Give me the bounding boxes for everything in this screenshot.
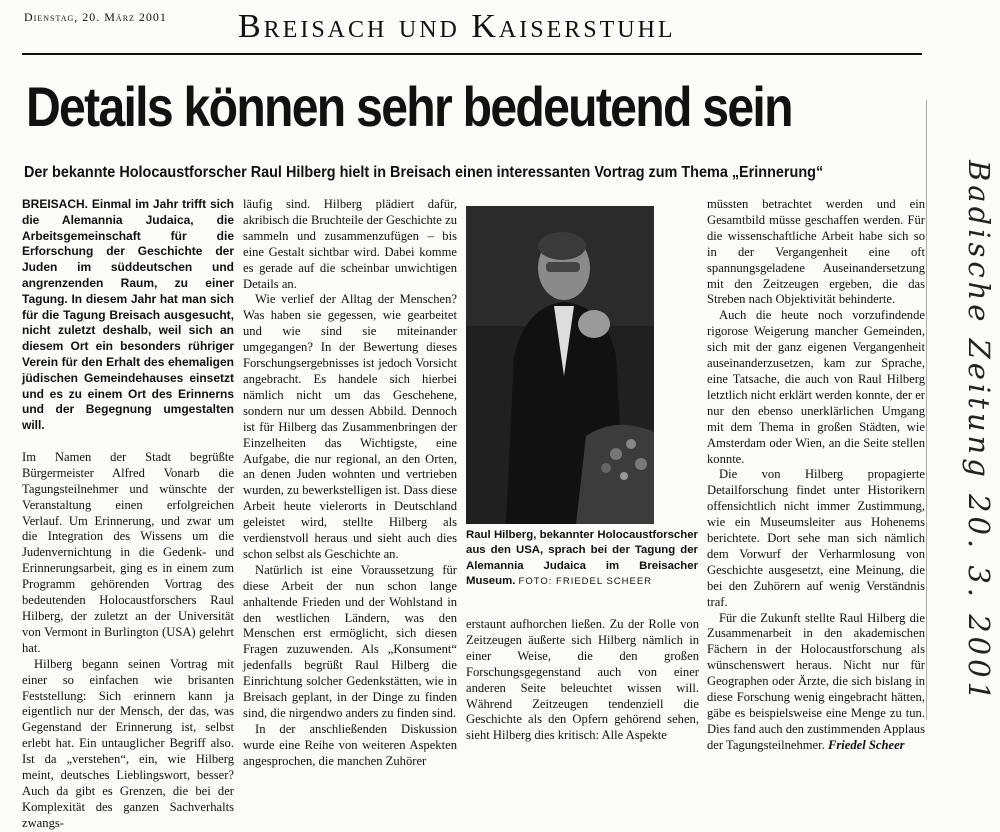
paragraph: Auch die heute noch vorzufindende rigorose Weigerung mancher Gemeinden, sich mit der ganz eigenen Vergangenheit auseinanderzusetzen, kam zur Sprache, eine Tatsache, die auch von Raul Hilberg letztlich nicht erklärt werden konnte, der er nur den ebenso unerklärlichen Umgang mit dem Thema in großen Städten, wie Amsterdam oder Wien, an die Seite stellen konnte. bbox=[707, 308, 925, 466]
photo-credit: FOTO: FRIEDEL SCHEER bbox=[518, 576, 653, 588]
column-2 bbox=[243, 197, 457, 770]
paragraph: Hilberg begann seinen Vortrag mit einer so einfachen wie brisanten Feststellung: Sich erinnern kann ja eigentlich nur der Mensch, der das, was Gegenstand der Erinnerung ist, selbst erlebt hat. Ein untauglicher Begriff also. Ist da „verstehen“, ein, wie Hilberg meint, deutsches Lieblingswort, besser? Auch da gibt es Grenzen, die bei der Komplexität des ganzen Sachverhalts zwangs- bbox=[22, 656, 234, 830]
header-rule bbox=[22, 53, 922, 55]
paragraph: Im Namen der Stadt begrüßte Bürgermeister Alfred Vonarb die Tagungsteilnehmer und wünschte der Veranstaltung einen erfolgreichen Verlauf. Um Erinnerung, und zwar um die Integration des Wissens um die Judenvernichtung in die Gedenk- und Erinnerungsarbeit, ging es in einem zum Programm gehörenden Vortrag des bedeutenden Holocaustforschers Raul Hilberg, der zuletzt an der Universität von Vermont in Burlington (USA) gelehrt hat. bbox=[22, 449, 234, 655]
column-3 bbox=[466, 617, 699, 744]
dateline: Dienstag, 20. März 2001 bbox=[24, 10, 167, 24]
paragraph: Natürlich ist eine Voraussetzung für diese Arbeit der nun schon lange anhaltende Frieden und der Wohlstand in den westlichen Ländern, was den Menschen erst ermöglicht, sich diesen Fragen zuzuwenden. Als „Konsument“ jedenfalls begrüßt Raul Hilberg die Einrichtung solcher Gedenkstätten, wie in Breisach geplant, in der Dinge zu finden sind, die nirgendwo anders zu finden sind. bbox=[243, 562, 457, 720]
paragraph: müssten betrachtet werden und ein Gesamtbild müsse geschaffen werden. Für die wissenschaftliche Arbeit habe sich so in der Vergangenheit eine oft spannungsgeladene Auseinandersetzung mit den Zeitzeugen ergeben, die das Streben nach Objektivität behinderte. bbox=[707, 197, 925, 307]
paragraph: Die von Hilberg propagierte Detailforschung findet unter Historikern offensichtlich nicht immer Zustimmung, wie ein Museumsleiter aus Hohenems berichtete. Dort sehe man sich nämlich dem Vorwurf der Verharmlosung von Geschichte ausgesetzt, eine Meinung, die bei den Zuhörern auf wenig Verständnis traf. bbox=[707, 467, 925, 609]
column-1 bbox=[22, 197, 234, 832]
paragraph: läufig sind. Hilberg plädiert dafür, akribisch die Bruchteile der Geschichte zu sammeln und zusammenzufügen – bis eine Gestalt sichtbar wird. Dabei komme es gerade auf die scheinbar unwichtigen Details an. bbox=[243, 197, 457, 291]
paragraph: Wie verlief der Alltag der Menschen? Was haben sie gegessen, wie gearbeitet und wie sind sie miteinander umgegangen? In der Bewertung dieses Forschungsergebnisses ist jedoch Vorsicht angebracht. Es handele sich hierbei nämlich nicht um das Geschehene, sondern nur um dessen Abbild. Dennoch ist für Hilberg das Zusammenbringen der Einzelheiten das Wichtigste, eine Aufgabe, die nur regional, an den Orten, an denen Juden wohnten und vertrieben wurden, zu bewerkstelligen ist. Dass diese Arbeit heute vielerorts in Deutschland geleistet wird, stellte Hilberg als verdienstvoll heraus und sieht auch dies schon selbst als Geschichte an. bbox=[243, 292, 457, 561]
paragraph bbox=[707, 611, 925, 754]
handwritten-note bbox=[928, 160, 998, 760]
subhead: Der bekannte Holocaustforscher Raul Hilberg hielt in Breisach einen interessanten Vortrag zum Thema „Erinnerung“ bbox=[24, 164, 824, 181]
handwritten-source-date: Badische Zeitung 20. 3. 2001 bbox=[962, 160, 996, 705]
paragraph: erstaunt aufhorchen ließen. Zu der Rolle von Zeitzeugen äußerte sich Hilberg nämlich in einer Weise, die den großen Forschungsgegenstand auch von einer anderen Seite beleuchtet wissen will. Während Zeitzeugen tendenziell die Geschichte als den Opfern gehörend sehen, sieht Hilberg dies kritisch: Alle Aspekte bbox=[466, 617, 699, 743]
portrait-photo bbox=[466, 206, 654, 524]
photo-caption bbox=[466, 528, 698, 590]
section-title: Breisach und Kaiserstuhl bbox=[238, 8, 676, 45]
caption-text: Raul Hilberg, bekannter Holocaustforscher aus den USA, sprach bei der Tagung der Alemannia Judaica im Breisacher Museum. bbox=[466, 529, 698, 588]
clipping-edge bbox=[926, 100, 927, 720]
lead-paragraph: BREISACH. Einmal im Jahr trifft sich die Alemannia Judaica, die Arbeitsgemeinschaft für die Erforschung der Geschichte der Juden im süddeutschen und angrenzenden Raum, zu einer Tagung. In diesem Jahr hat man sich für die Tagung Breisach ausgesucht, nicht zuletzt deshalb, weil sich an diesem Ort ein besonders rühriger Verein für den Erhalt des ehemaligen jüdischen Gemeindehauses einsetzt und es zu einem Ort des Erinnerns und der Begegnung umgestalten will. bbox=[22, 197, 234, 433]
photo-raul-hilberg bbox=[466, 206, 654, 524]
headline: Details können sehr bedeutend sein bbox=[26, 75, 792, 138]
paragraph-text: Für die Zukunft stellte Raul Hilberg die Zusammenarbeit in den akademischen Fächern in der Holocaustforschung als wünschenswert heraus. Nicht nur für Geographen oder Ärzte, die sich bislang in diese Forschung wenig eingebracht hätten, gäbe es beispielsweise eine Menge zu tun. Dies fand auch den zustimmenden Applaus der Tagungsteilnehmer. bbox=[707, 610, 925, 752]
column-4 bbox=[707, 197, 925, 754]
author-byline: Friedel Scheer bbox=[827, 737, 905, 752]
paragraph: In der anschließenden Diskussion wurde eine Reihe von weiteren Aspekten angesprochen, die manchen Zuhörer bbox=[243, 721, 457, 768]
